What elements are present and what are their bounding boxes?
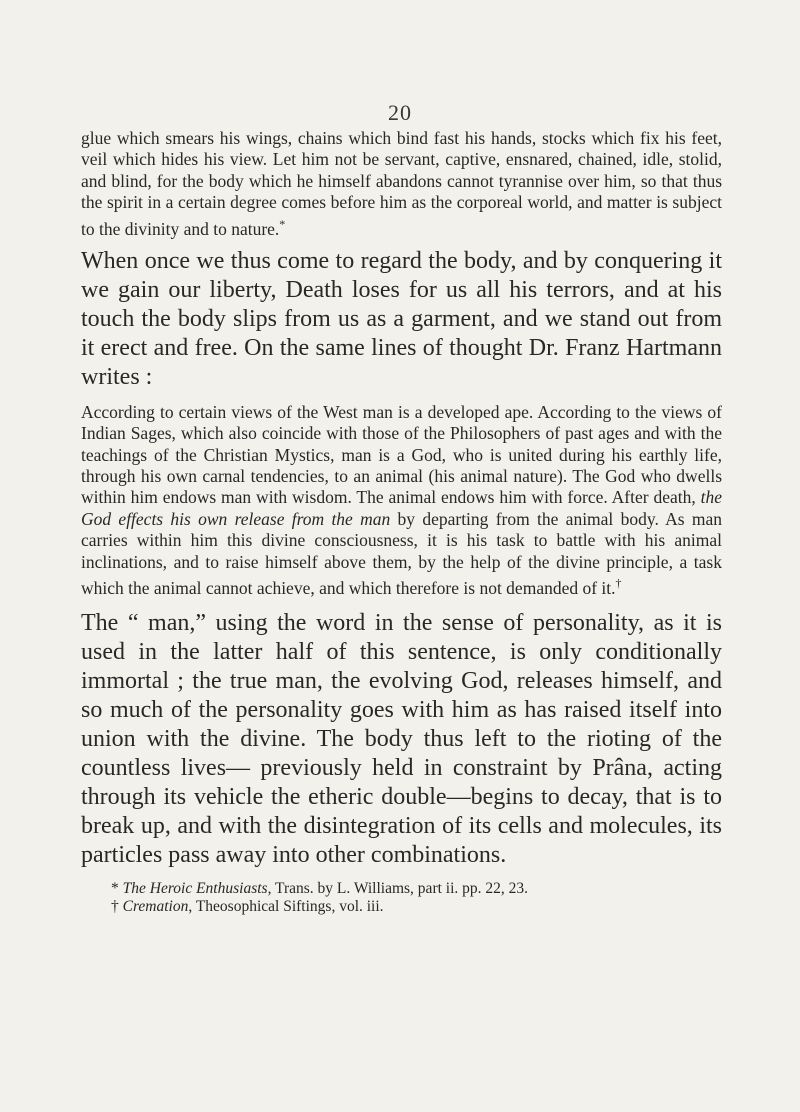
footnote-mark: † [615, 576, 622, 591]
quote-text-b: by departing from the animal body. As man carries within him this divine consciousness, it is his task to battle with his animal inclinations, and to raise himself above them, by the help of the divine principle, a task which the animal cannot achieve, and which therefore is not demanded of it. [81, 508, 722, 598]
footnote-2 [111, 898, 722, 916]
paragraph-continued [81, 128, 722, 240]
block-quote [81, 402, 722, 599]
quote-text-a: According to certain views of the West man is a developed ape. According to the views of Indian Sages, which also coincide with those of the Philosophers of past ages and with the teachings of the Christian Mystics, man is a God, who is united during his earthly life, through his own carnal tendencies, to an animal (his animal nature). The God who dwells within him endows man with wisdom. The animal endows him with force. After death, [81, 401, 722, 508]
footnote-title: Cremation [122, 898, 189, 916]
footnote-mark: * [279, 216, 286, 231]
paragraph-main-2: The “ man,” using the word in the sense of personality, as it is used in the latter half of this sentence, is only conditionally immortal ; the true man, the evolving God, releases himself, and so much of the personality goes with him as has raised itself into union with the divine. The body thus left to the rioting of the countless lives— previously held in constraint by Prâna, acting through its vehicle the etheric double—begins to decay, that is to break up, and with the disintegration of its cells and molecules, its particles pass away into other combinations. [81, 610, 722, 869]
footnotes [81, 880, 722, 916]
footnote-mark: * [111, 880, 119, 898]
footnote-rest: , Theosophical Siftings, vol. iii. [188, 898, 384, 916]
footnote-title: The Heroic Enthusiasts [122, 880, 268, 898]
page-body [81, 128, 722, 916]
quote-italic-text: the God effects his own release from the man [81, 487, 723, 529]
footnote-mark: † [111, 898, 119, 916]
page-number: 20 [388, 100, 412, 125]
footnote-rest: , Trans. by L. Williams, part ii. pp. 22, 23. [267, 880, 529, 898]
paragraph-text: glue which smears his wings, chains which bind fast his hands, stocks which fix his feet, veil which hides his view. Let him not be servant, captive, ensnared, chained, idle, stolid, and blind, for the body which he himself abandons cannot tyrannise over him, so that thus the spirit in a certain degree comes before him as the corporeal world, and matter is subject to the divinity and to nature. [81, 128, 722, 239]
footnote-1 [111, 880, 722, 898]
paragraph-main: When once we thus come to regard the body, and by conquering it we gain our liberty, Death loses for us all his terrors, and at his touch the body slips from us as a garment, and we stand out from it erect and free. On the same lines of thought Dr. Franz Hartmann writes : [81, 247, 722, 390]
